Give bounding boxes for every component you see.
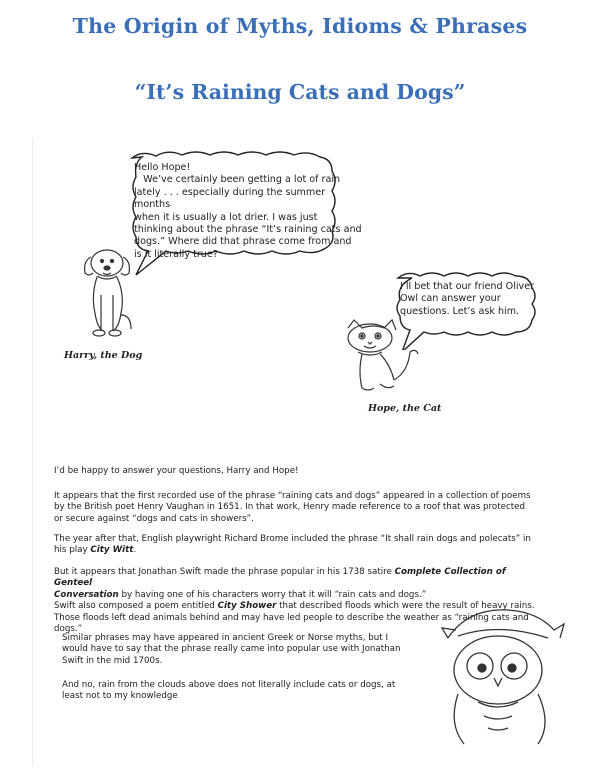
cat-bubble-text (400, 281, 550, 318)
cat-caption: Hope, the Cat (368, 403, 442, 414)
book-title-cont: Conversation (54, 589, 119, 600)
text-line: least not to my knowledge (62, 691, 178, 702)
text-line: dogs.” (54, 624, 83, 635)
paragraph-1 (54, 491, 544, 525)
dog-line: when it is usually a lot drier. I was just (134, 211, 318, 223)
play-title: City Witt (90, 545, 134, 556)
dog-line: is it literally true? (134, 248, 218, 260)
page-title: The Origin of Myths, Idioms & Phrases (72, 14, 528, 38)
text-line: or secure against “dogs and cats in showers”. (54, 513, 254, 524)
text-line: Those floods left dead animals behind and may have led people to describe the weather as “raining cats and (54, 612, 529, 623)
text-line: Similar phrases may have appeared in ancient Greek or Norse myths, but I (62, 633, 389, 643)
paragraph-2 (54, 534, 544, 557)
book-title: Complete Collection of Genteel (54, 567, 506, 589)
cat-line: questions. Let’s ask him. (400, 305, 520, 317)
paragraph-5 (62, 680, 422, 703)
paragraph-4 (62, 633, 422, 667)
text-line (54, 545, 544, 556)
dog-bubble-text (134, 162, 364, 261)
dog-line: Hello Hope! (134, 162, 191, 173)
cat-illustration (340, 318, 425, 400)
text-run: Swift also composed a poem entitled (54, 601, 218, 612)
text-run: by having one of his characters worry that it will “rain cats and dogs.” (118, 589, 427, 600)
dog-illustration (75, 245, 145, 345)
text-line: Swift in the mid 1700s. (62, 655, 163, 666)
text-line: by the British poet Henry Vaughan in 1651. In that work, Henry made reference to a roof that was protected (54, 502, 526, 513)
poem-title: City Shower (217, 601, 277, 612)
dog-line: dogs.” Where did that phrase come from and (134, 236, 352, 248)
text-line (54, 567, 544, 590)
dog-caption: Harry, the Dog (64, 350, 143, 361)
cat-line: I’ll bet that our friend Oliver (400, 281, 535, 292)
page-subtitle: “It’s Raining Cats and Dogs” (134, 80, 466, 104)
text-line: It appears that the first recorded use of the phrase “raining cats and dogs” appeared in a collection of poems (54, 491, 531, 501)
dog-line: lately . . . especially during the summer months (134, 186, 326, 211)
text-run: But it appears that Jonathan Swift made the phrase popular in his 1738 satire (54, 567, 395, 577)
dog-line: thinking about the phrase “It’s raining cats and (134, 224, 362, 236)
text-line: The year after that, English playwright Richard Brome included the phrase “It shall rain dogs and polecats” in (54, 534, 531, 544)
dog-line: We’ve certainly been getting a lot of rain (134, 174, 341, 186)
text-line: And no, rain from the clouds above does not literally include cats or dogs, at (62, 680, 396, 690)
text-run: . (133, 545, 137, 556)
text-run: that described floods which were the result of heavy rains. (276, 601, 535, 612)
text-line: would have to say that the phrase really came into popular use with Jonathan (62, 644, 401, 655)
owl-illustration (438, 598, 568, 748)
text-run: his play (54, 545, 91, 556)
owl-greeting: I’d be happy to answer your questions, Harry and Hope! (54, 466, 299, 476)
cat-line: Owl can answer your (400, 293, 501, 305)
